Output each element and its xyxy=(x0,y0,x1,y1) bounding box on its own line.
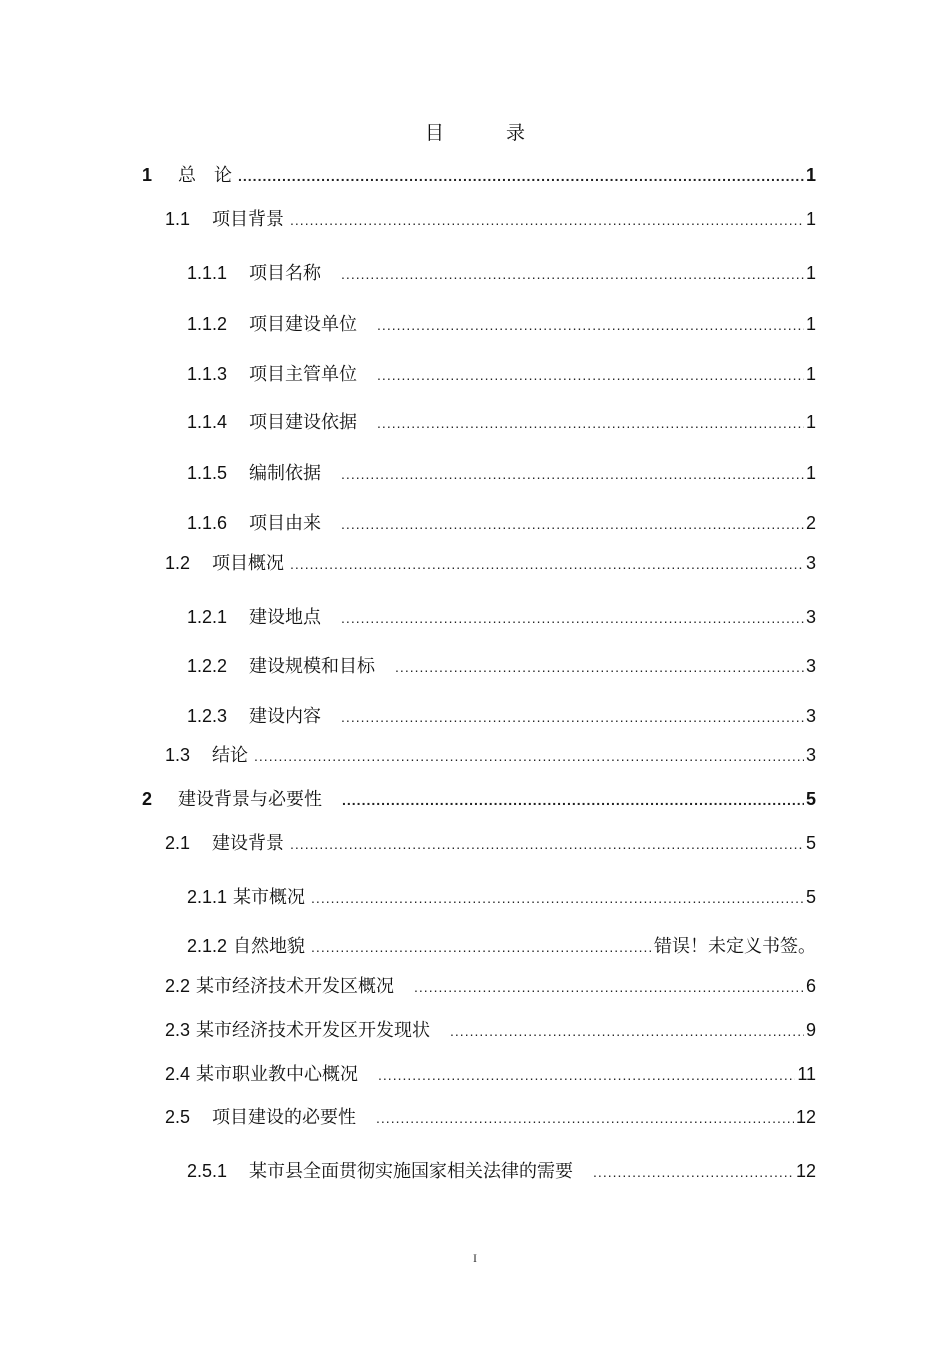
toc-entry-page: 2 xyxy=(805,513,816,533)
toc-entry-title: 项目建设单位 xyxy=(249,314,358,335)
toc-entry-title: 项目概况 xyxy=(212,553,285,574)
toc-entry-title: 项目建设依据 xyxy=(249,412,358,433)
toc-entry-number: 1.1.6 xyxy=(187,513,228,533)
toc-entry-2-1-2[interactable] xyxy=(187,934,816,959)
toc-entry-title: 某市县全面贯彻实施国家相关法律的需要 xyxy=(249,1161,574,1182)
toc-entry-1-3[interactable] xyxy=(165,743,816,768)
toc-entry-title: 某市经济技术开发区概况 xyxy=(196,976,395,997)
dot-leader xyxy=(378,1063,795,1087)
toc-entry-page: 3 xyxy=(805,607,816,627)
toc-entry-number: 2.3 xyxy=(165,1020,191,1040)
toc-entry-page: 9 xyxy=(805,1020,816,1040)
toc-entry-2-3[interactable] xyxy=(165,1018,816,1043)
toc-entry-title: 建设背景与必要性 xyxy=(178,789,323,810)
dot-leader xyxy=(254,744,804,768)
toc-entry-number: 1.1.2 xyxy=(187,314,228,334)
toc-entry-number: 1.2.3 xyxy=(187,706,228,726)
toc-entry-page: 3 xyxy=(805,656,816,676)
toc-entry-title: 建设地点 xyxy=(249,607,322,628)
toc-entry-1-1-5[interactable] xyxy=(187,461,816,486)
toc-entry-page: 3 xyxy=(805,553,816,573)
toc-entry-number: 2.1 xyxy=(165,833,191,853)
toc-entry-title: 总 论 xyxy=(178,165,233,186)
toc-entry-number: 2.5 xyxy=(165,1107,191,1127)
toc-entry-page: 11 xyxy=(797,1064,816,1084)
toc-entry-1-1-4[interactable] xyxy=(187,410,816,435)
dot-leader xyxy=(238,164,804,188)
dot-leader xyxy=(290,208,804,232)
dot-leader xyxy=(342,788,804,812)
dot-leader xyxy=(593,1160,794,1184)
dot-leader xyxy=(377,313,804,337)
toc-entry-title: 项目主管单位 xyxy=(249,364,358,385)
toc-entry-1-1-3[interactable] xyxy=(187,362,816,387)
toc-entry-title: 某市职业教中心概况 xyxy=(196,1064,359,1085)
dot-leader xyxy=(450,1019,804,1043)
toc-entry-number: 2 xyxy=(142,789,153,809)
toc-entry-number: 2.4 xyxy=(165,1064,191,1084)
toc-entry-page: 12 xyxy=(795,1161,816,1181)
toc-entry-page: 1 xyxy=(805,364,816,384)
toc-entry-1-1[interactable] xyxy=(165,207,816,232)
dot-leader xyxy=(377,411,804,435)
toc-entry-page: 1 xyxy=(805,314,816,334)
toc-entry-title: 建设背景 xyxy=(212,833,285,854)
toc-entry-page: 5 xyxy=(805,833,816,853)
dot-leader xyxy=(341,606,804,630)
toc-entry-page: 1 xyxy=(805,209,816,229)
dot-leader xyxy=(311,886,804,910)
toc-entry-title: 建设规模和目标 xyxy=(249,656,376,677)
dot-leader xyxy=(377,363,804,387)
toc-entry-page: 1 xyxy=(805,165,816,185)
toc-entry-2-4[interactable] xyxy=(165,1062,816,1087)
toc-entry-title: 建设内容 xyxy=(249,706,322,727)
toc-entry-2-2[interactable] xyxy=(165,974,816,999)
toc-entry-number: 1 xyxy=(142,165,153,185)
toc-entry-title: 项目名称 xyxy=(249,263,322,284)
toc-entry-title: 结论 xyxy=(212,745,249,766)
dot-leader xyxy=(341,462,804,486)
toc-entry-page: 1 xyxy=(805,412,816,432)
toc-entry-number: 2.2 xyxy=(165,976,191,996)
toc-entry-title: 编制依据 xyxy=(249,463,322,484)
dot-leader xyxy=(376,1106,794,1130)
toc-entry-2-1-1[interactable] xyxy=(187,885,816,910)
toc-entry-number: 2.1.2 xyxy=(187,936,228,956)
toc-entry-page: 3 xyxy=(805,706,816,726)
toc-entry-page: 3 xyxy=(805,745,816,765)
dot-leader xyxy=(341,705,804,729)
toc-entry-title: 项目背景 xyxy=(212,209,285,230)
toc-entry-2-5-1[interactable] xyxy=(187,1159,816,1184)
dot-leader xyxy=(290,832,804,856)
dot-leader xyxy=(341,512,804,536)
toc-entry-2-1[interactable] xyxy=(165,831,816,856)
toc-entry-1-1-6[interactable] xyxy=(187,511,816,536)
toc-entry-1[interactable] xyxy=(142,163,816,188)
toc-entry-page: 5 xyxy=(805,789,816,809)
toc-entry-2[interactable] xyxy=(142,787,816,812)
toc-entry-number: 1.3 xyxy=(165,745,191,765)
toc-entry-title: 自然地貌 xyxy=(233,936,306,957)
toc-entry-page: 5 xyxy=(805,887,816,907)
toc-entry-page: 12 xyxy=(795,1107,816,1127)
toc-entry-page: 6 xyxy=(805,976,816,996)
toc-entry-title: 项目由来 xyxy=(249,513,322,534)
toc-entry-number: 1.1.1 xyxy=(187,263,228,283)
toc-entry-1-2-2[interactable] xyxy=(187,654,816,679)
toc-entry-2-5[interactable] xyxy=(165,1105,816,1130)
toc-entry-page: 1 xyxy=(805,263,816,283)
dot-leader xyxy=(311,935,652,959)
toc-entry-number: 1.2 xyxy=(165,553,191,573)
dot-leader xyxy=(290,552,804,576)
toc-entry-1-2-1[interactable] xyxy=(187,605,816,630)
toc-entry-title: 某市经济技术开发区开发现状 xyxy=(196,1020,431,1041)
toc-entry-number: 1.2.2 xyxy=(187,656,228,676)
toc-entry-1-2[interactable] xyxy=(165,551,816,576)
toc-entry-number: 2.1.1 xyxy=(187,887,228,907)
dot-leader xyxy=(395,655,804,679)
toc-entry-page: 错误！未定义书签。 xyxy=(654,936,816,957)
page-number: I xyxy=(473,1251,477,1265)
toc-entry-number: 1.2.1 xyxy=(187,607,228,627)
page-title: 目 录 xyxy=(424,122,554,144)
dot-leader xyxy=(341,262,804,286)
dot-leader xyxy=(414,975,804,999)
toc-entry-number: 2.5.1 xyxy=(187,1161,228,1181)
toc-entry-title: 项目建设的必要性 xyxy=(212,1107,357,1128)
toc-entry-1-1-2[interactable] xyxy=(187,312,816,337)
toc-entry-title: 某市概况 xyxy=(233,887,306,908)
toc-entry-1-2-3[interactable] xyxy=(187,704,816,729)
toc-entry-number: 1.1.4 xyxy=(187,412,228,432)
toc-entry-1-1-1[interactable] xyxy=(187,261,816,286)
toc-entry-number: 1.1.3 xyxy=(187,364,228,384)
toc-entry-page: 1 xyxy=(805,463,816,483)
toc-entry-number: 1.1 xyxy=(165,209,191,229)
toc-entry-number: 1.1.5 xyxy=(187,463,228,483)
